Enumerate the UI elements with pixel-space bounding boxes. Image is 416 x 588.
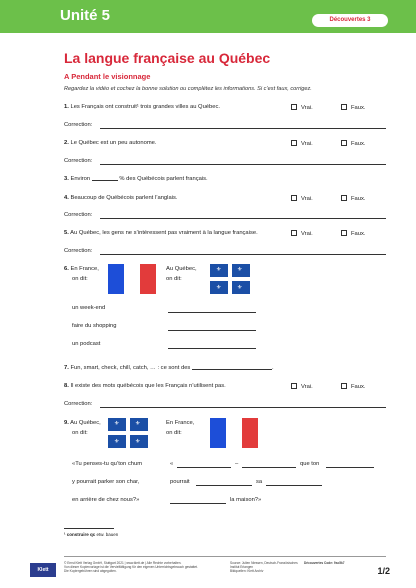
header-bar [0,0,416,33]
footnote: ¹ construire qc etw. bauen [64,532,119,537]
q9-row1-que-ton: que ton [300,461,320,467]
q9-on-dit-left: on dit: [72,430,88,436]
q9-row2-quebec: y pourrait parker son char, [72,479,140,485]
q5-vrai-checkbox[interactable]: Vrai. [291,230,313,237]
french-flag [210,418,258,448]
q9-blank-5[interactable] [266,485,322,486]
q1-faux-checkbox[interactable]: Faux. [341,104,366,111]
q8-correction-line[interactable] [100,407,386,408]
page-number: 1/2 [377,566,390,576]
question-6-label-left: 6. En France, [64,266,99,272]
section-heading: A Pendant le visionnage [64,72,151,81]
q6-row-1: un week-end [72,305,106,311]
q6-row-2: faire du shopping [72,323,117,329]
q6-answer-line-1[interactable] [168,312,256,313]
fleur-de-lis-icon: ⚜ [114,421,120,427]
q8-faux-checkbox[interactable]: Faux. [341,383,366,390]
question-1: 1. Les Français ont construit¹ trois grandes villes au Québec. [64,104,220,110]
q9-row3-quebec: en arrière de chez nous?» [72,497,140,503]
klett-logo: Klett [30,563,56,577]
q6-answer-line-3[interactable] [168,348,256,349]
source-text: Source: Julien Niessen, Deutsch-Französisches Institut Erlangen Bildquellen: Klett Archiv [230,561,298,573]
footnote-divider [64,528,114,529]
q4-correction-line[interactable] [100,218,386,219]
q6-row-3: un podcast [72,341,101,347]
q6-au-quebec: Au Québec, [166,266,197,272]
q2-faux-checkbox[interactable]: Faux. [341,140,366,147]
q9-blank-2[interactable] [242,467,296,468]
q3-blank[interactable] [92,180,118,181]
question-9-label-left: 9. Au Québec, [64,420,101,426]
q6-answer-line-2[interactable] [168,330,256,331]
q9-blank-1[interactable] [177,467,231,468]
q9-blank-4[interactable] [196,485,252,486]
q4-faux-checkbox[interactable]: Faux. [341,195,366,202]
q9-blank-3[interactable] [326,467,374,468]
french-flag [108,264,156,294]
q9-on-dit-right: on dit: [166,430,182,436]
question-2: 2. Le Québec est un peu autonome. [64,140,157,146]
fleur-de-lis-icon: ⚜ [216,285,222,291]
question-5: 5. Au Québec, les gens ne s’intéressent pas vraiment à la langue française. [64,230,258,236]
q2-correction-line[interactable] [100,164,386,165]
quebec-flag [210,264,250,294]
q4-correction-label: Correction: [64,212,93,218]
q9-row3-la-maison: la maison?» [230,497,262,503]
q8-vrai-checkbox[interactable]: Vrai. [291,383,313,390]
q9-row1-open-quote: « [170,461,174,467]
unit-title: Unité 5 [60,7,111,24]
question-3: 3. Environ % des Québécois parlent français. [64,176,208,182]
q6-on-dit-right: on dit: [166,276,182,282]
q9-row1-quebec: «Tu penses-tu qu’ton chum [72,461,143,467]
question-8: 8. Il existe des mots québécois que les Français n’utilisent pas. [64,383,226,389]
q2-vrai-checkbox[interactable]: Vrai. [291,140,313,147]
q4-vrai-checkbox[interactable]: Vrai. [291,195,313,202]
quebec-flag [108,418,148,448]
fleur-de-lis-icon: ⚜ [237,285,243,291]
page-title: La langue française au Québec [64,50,271,66]
q6-on-dit-left: on dit: [72,276,88,282]
q1-correction-label: Correction: [64,122,93,128]
q5-correction-label: Correction: [64,248,93,254]
fleur-de-lis-icon: ⚜ [237,267,243,273]
question-4: 4. Beaucoup de Québécois parlent l’anglais. [64,195,178,201]
question-7: 7. Fun, smart, check, chill, catch, … : ce sont des . [64,365,274,371]
q5-faux-checkbox[interactable]: Faux. [341,230,366,237]
q2-correction-label: Correction: [64,158,93,164]
fleur-de-lis-icon: ⚜ [135,439,141,445]
q9-row2-sa: sa [256,479,263,485]
q9-row1-dash: – [235,461,239,467]
instructions: Regardez la vidéo et cochez la bonne solution ou complétez les informations. Si c’est faux, corrigez. [64,86,312,92]
q9-blank-6[interactable] [170,503,226,504]
book-tag: Découvertes 3 [312,14,388,27]
footer-divider [64,556,386,557]
q1-vrai-checkbox[interactable]: Vrai. [291,104,313,111]
q9-row2-pourrait: pourrait [170,479,190,485]
q8-correction-label: Correction: [64,401,93,407]
fleur-de-lis-icon: ⚜ [114,439,120,445]
q5-correction-line[interactable] [100,254,386,255]
q9-en-france: En France, [166,420,195,426]
copyright-text: © Ernst Klett Verlag GmbH, Stuttgart 2021 | www.klett.de | Alle Rechte vorbehalten. Von dieser Kopiervorlage ist die Vervielfältigung für den eigenen Unterrichtsgebrauch gestattet. Die Kopiergebühren sind abgegolten. [64,561,198,573]
fleur-de-lis-icon: ⚜ [216,267,222,273]
q7-blank[interactable] [192,369,272,370]
fleur-de-lis-icon: ⚜ [135,421,141,427]
book-code: Découvertes Code: 9sc5k7 [304,561,345,565]
q1-correction-line[interactable] [100,128,386,129]
